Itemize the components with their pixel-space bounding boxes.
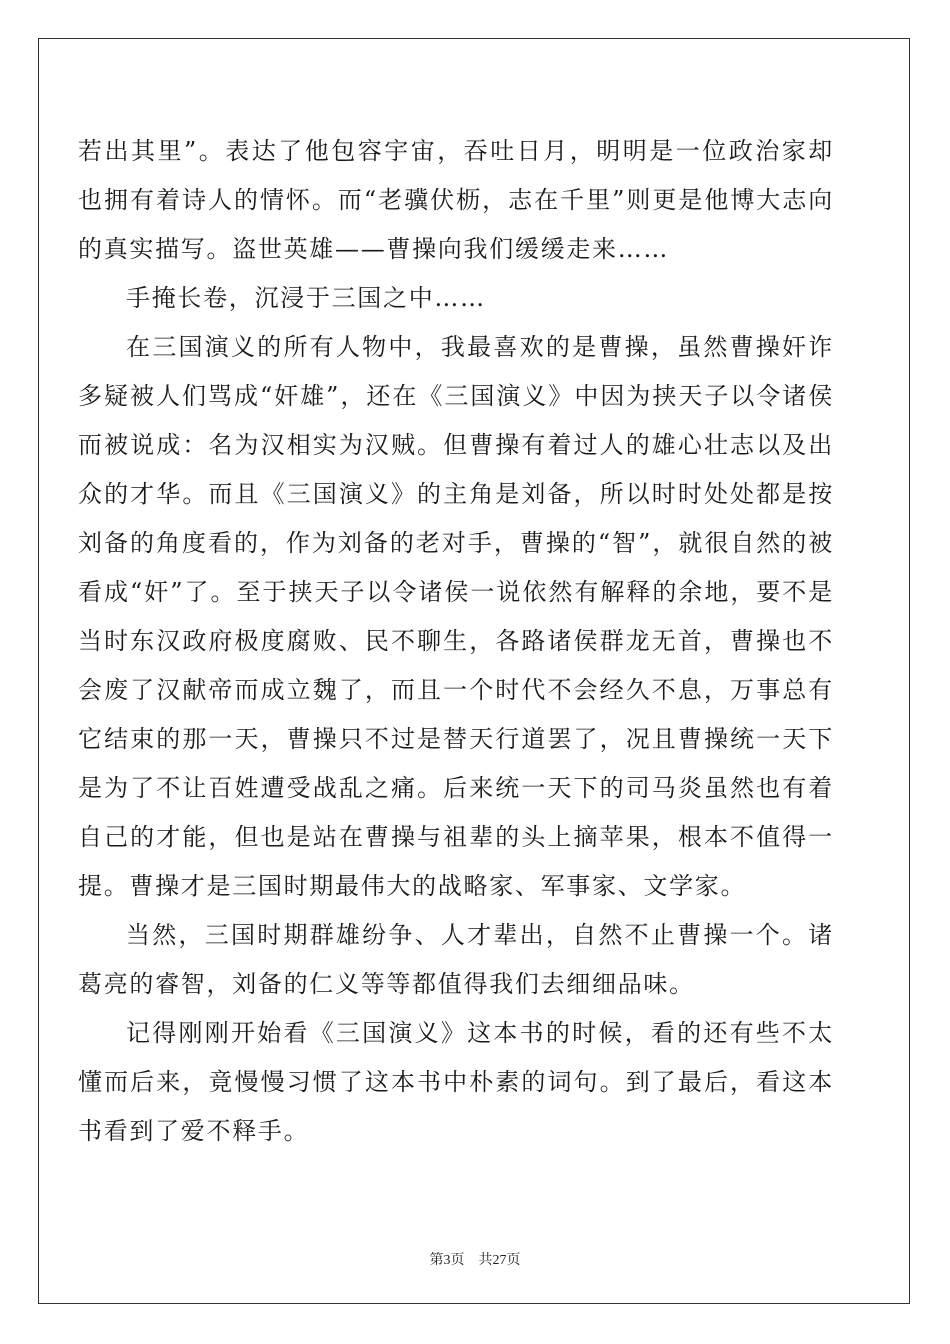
paragraph-3: 在三国演义的所有人物中，我最喜欢的是曹操，虽然曹操奸诈多疑被人们骂成“奸雄”，还在《三国演义》中因为挟天子以令诸侯而被说成：名为汉相实为汉贼。但曹操有着过人的雄心壮志以及出众的才华。而且《三国演义》的主角是刘备，所以时时处处都是按刘备的角度看的，作为刘备的老对手，曹操的“智”，就很自然的被看成“奸”了。至于挟天子以令诸侯一说依然有解释的余地，要不是当时东汉政府极度腐败、民不聊生，各路诸侯群龙无首，曹操也不会废了汉献帝而成立魏了，而且一个时代不会经久不息，万事总有它结束的那一天，曹操只不过是替天行道罢了，况且曹操统一天下是为了不让百姓遭受战乱之痛。后来统一天下的司马炎虽然也有着自己的才能，但也是站在曹操与祖辈的头上摘苹果，根本不值得一提。曹操才是三国时期最伟大的战略家、军事家、文学家。: [78, 333, 834, 900]
paragraph-1: 若出其里”。表达了他包容宇宙，吞吐日月，明明是一位政治家却也拥有着诗人的情怀。而“老骥伏枥，志在千里”则更是他博大志向的真实描写。盗世英雄——曹操向我们缓缓走来……: [78, 137, 834, 263]
page-footer: [0, 1249, 950, 1269]
paragraph-5: 记得刚刚开始看《三国演义》这本书的时候，看的还有些不太懂而后来，竟慢慢习惯了这本书中朴素的词句。到了最后，看这本书看到了爱不释手。: [78, 1019, 834, 1145]
paragraph-2: 手掩长卷，沉浸于三国之中……: [126, 284, 486, 312]
document-body: [78, 127, 834, 1156]
page-total: 共27页: [478, 1253, 521, 1268]
page-number: 第3页: [429, 1253, 465, 1268]
paragraph-4: 当然，三国时期群雄纷争、人才辈出，自然不止曹操一个。诸葛亮的睿智，刘备的仁义等等都值得我们去细细品味。: [78, 921, 834, 998]
